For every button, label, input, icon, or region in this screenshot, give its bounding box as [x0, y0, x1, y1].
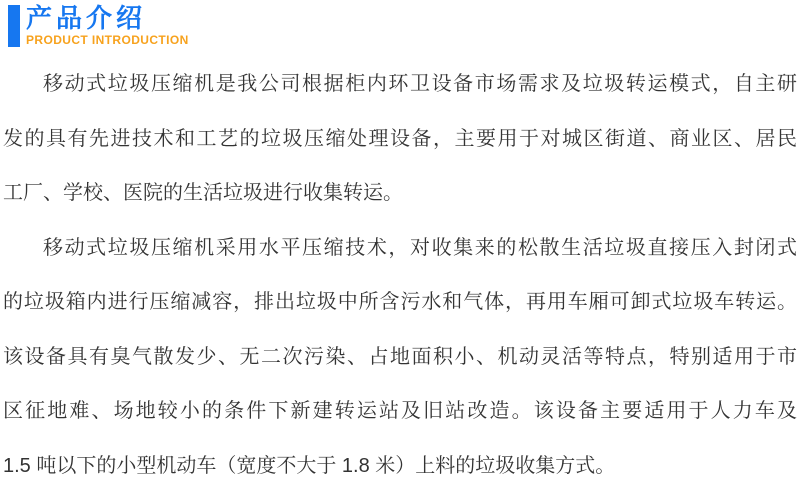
paragraph-2-line-3: 该设备具有臭气散发少、无二次污染、占地面积小、机动灵活等特点，特别适用于市: [3, 345, 797, 368]
paragraph-1-line-2: 发的具有先进技术和工艺的垃圾压缩处理设备，主要用于对城区街道、商业区、居民: [3, 127, 797, 150]
paragraph-1-line-3: 工厂、学校、医院的生活垃圾进行收集转运。: [3, 182, 403, 204]
page-subtitle: PRODUCT INTRODUCTION: [26, 33, 189, 47]
header-text: [26, 5, 189, 47]
paragraph-2-line-5: 1.5 吨以下的小型机动车（宽度不大于 1.8 米）上料的垃圾收集方式。: [3, 454, 616, 477]
paragraph-2-line-2: 的垃圾箱内进行压缩减容，排出垃圾中所含污水和气体，再用车厢可卸式垃圾车转运。: [3, 291, 797, 313]
accent-bar: [8, 5, 20, 47]
paragraph-2-line-1: 移动式垃圾压缩机采用水平压缩技术，对收集来的松散生活垃圾直接压入封闭式: [43, 236, 797, 259]
paragraph-1-line-1: 移动式垃圾压缩机是我公司根据柜内环卫设备市场需求及垃圾转运模式，自主研: [43, 73, 797, 95]
section-header: [0, 0, 800, 47]
page-title: 产品介绍: [26, 3, 147, 33]
product-introduction-body: [0, 57, 800, 484]
paragraph-2-line-4: 区征地难、场地较小的条件下新建转运站及旧站改造。该设备主要适用于人力车及: [3, 400, 797, 422]
